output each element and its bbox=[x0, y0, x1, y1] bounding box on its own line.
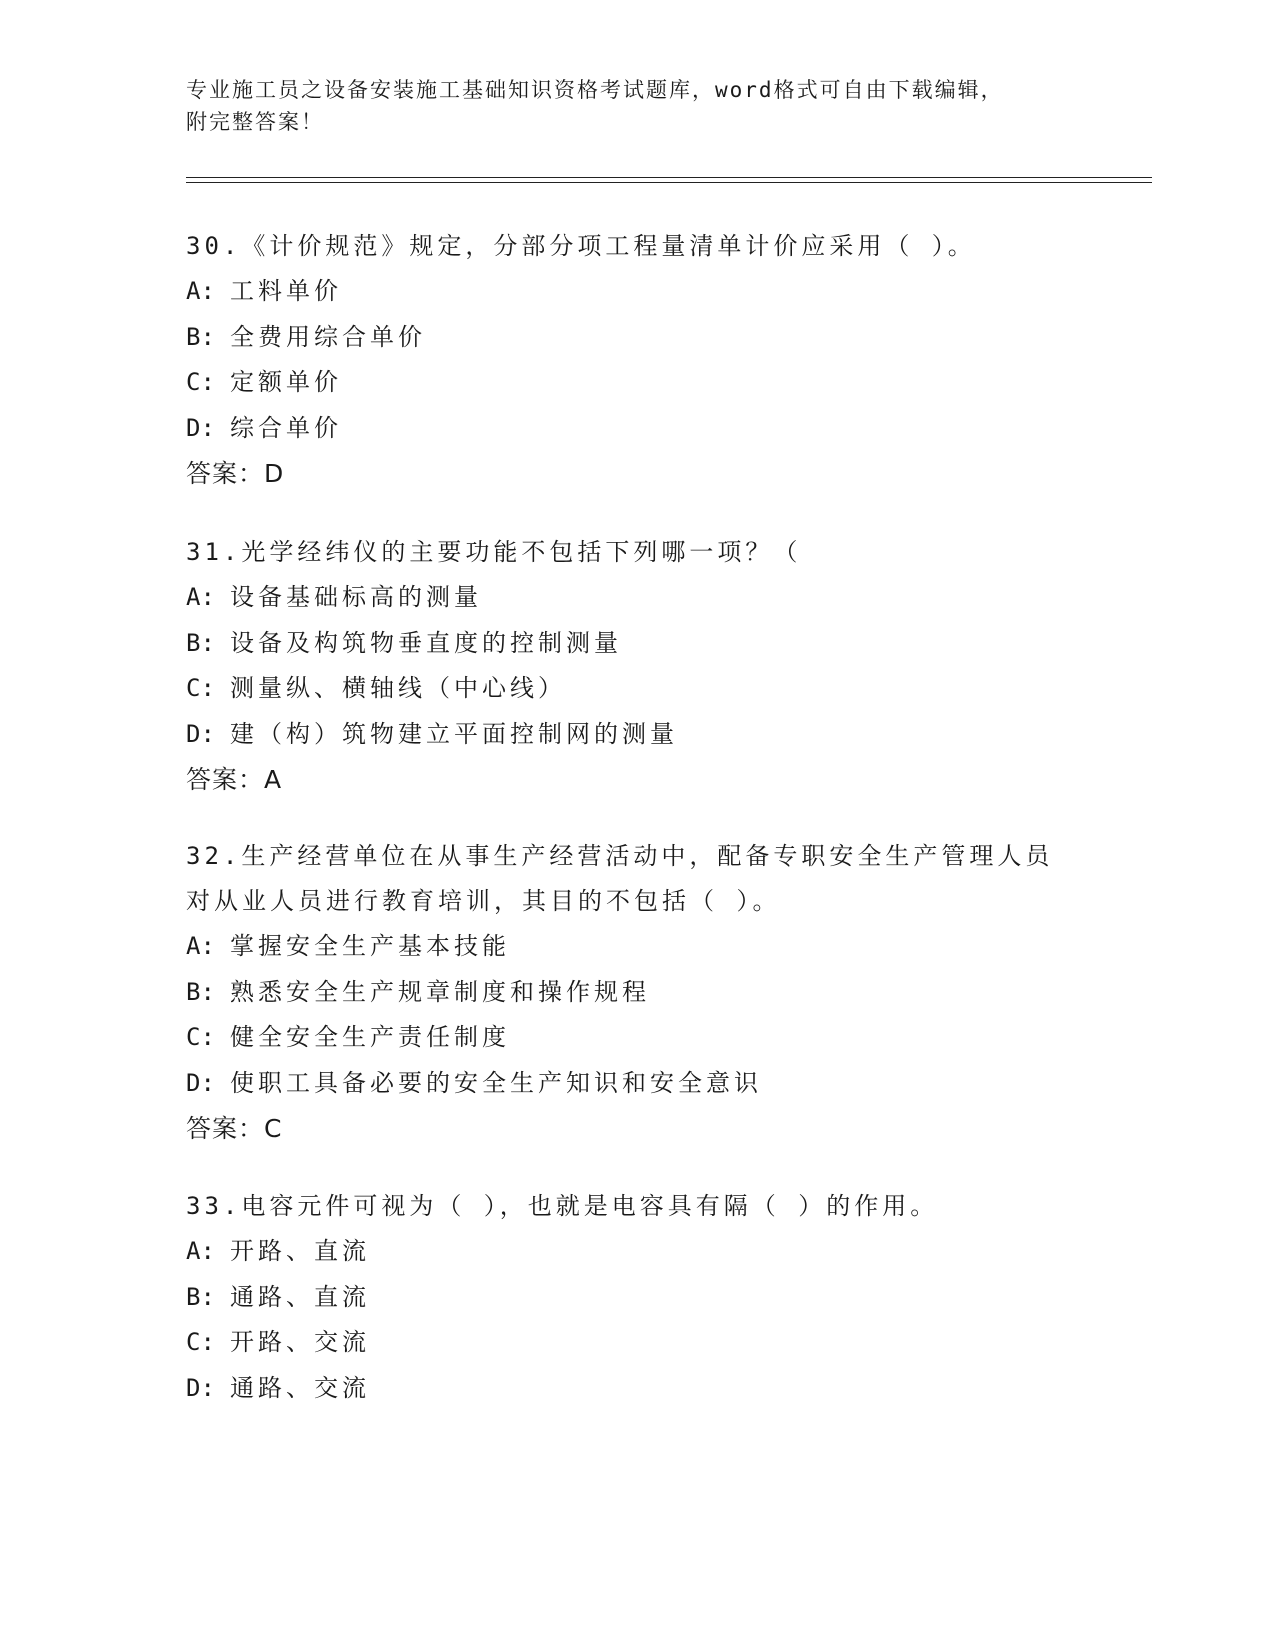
question-text: 33.电容元件可视为（ ），也就是电容具有隔（ ）的作用。 bbox=[186, 1192, 939, 1220]
option-key: B: bbox=[186, 322, 215, 351]
option-key: D: bbox=[186, 413, 215, 442]
option-a bbox=[186, 1229, 1086, 1275]
option-text: 设备基础标高的测量 bbox=[230, 583, 482, 611]
option-key: C: bbox=[186, 1023, 215, 1051]
header-divider-top bbox=[186, 177, 1152, 178]
option-text: 掌握安全生产基本技能 bbox=[230, 932, 510, 960]
option-text: 熟悉安全生产规章制度和操作规程 bbox=[230, 977, 650, 1006]
question-32 bbox=[186, 834, 1086, 1151]
option-b bbox=[186, 315, 1086, 361]
header-line-1: 专业施工员之设备安装施工基础知识资格考试题库，word格式可自由下载编辑， bbox=[186, 78, 1004, 102]
option-text: 开路、直流 bbox=[230, 1237, 370, 1265]
option-key: B: bbox=[186, 1282, 215, 1311]
option-d bbox=[186, 1061, 1086, 1107]
option-key: A: bbox=[186, 932, 215, 960]
answer-line: 答案：D bbox=[186, 459, 285, 488]
option-key: A: bbox=[186, 583, 215, 611]
option-d bbox=[186, 406, 1086, 452]
option-text: 开路、交流 bbox=[230, 1328, 370, 1356]
header-line-2: 附完整答案！ bbox=[186, 110, 324, 134]
option-text: 全费用综合单价 bbox=[230, 322, 426, 351]
option-b bbox=[186, 970, 1086, 1016]
option-d bbox=[186, 712, 1086, 758]
option-text: 工料单价 bbox=[230, 277, 342, 305]
option-c bbox=[186, 1320, 1086, 1366]
question-text-line-2: 对从业人员进行教育培训，其目的不包括（ ）。 bbox=[186, 887, 781, 915]
option-a bbox=[186, 924, 1086, 970]
question-text-line-1: 32.生产经营单位在从事生产经营活动中，配备专职安全生产管理人员 bbox=[186, 842, 1054, 870]
option-key: B: bbox=[186, 977, 215, 1006]
option-key: D: bbox=[186, 1373, 215, 1402]
option-d bbox=[186, 1366, 1086, 1412]
option-text: 建（构）筑物建立平面控制网的测量 bbox=[230, 719, 678, 748]
answer-line: 答案：A bbox=[186, 765, 283, 794]
option-text: 测量纵、横轴线（中心线） bbox=[230, 674, 566, 702]
option-c bbox=[186, 666, 1086, 712]
option-c bbox=[186, 1015, 1086, 1061]
option-key: A: bbox=[186, 1237, 215, 1265]
question-31 bbox=[186, 530, 1086, 802]
question-30 bbox=[186, 224, 1086, 496]
question-33 bbox=[186, 1184, 1086, 1411]
option-text: 健全安全生产责任制度 bbox=[230, 1023, 510, 1051]
option-key: C: bbox=[186, 674, 215, 702]
option-c bbox=[186, 360, 1086, 406]
option-text: 综合单价 bbox=[230, 413, 342, 442]
question-text: 30.《计价规范》规定，分部分项工程量清单计价应采用（ ）。 bbox=[186, 232, 976, 260]
option-key: D: bbox=[186, 719, 215, 748]
option-a bbox=[186, 575, 1086, 621]
document-header bbox=[186, 74, 1086, 138]
header-divider-bottom bbox=[186, 182, 1152, 183]
option-key: C: bbox=[186, 1328, 215, 1356]
option-key: B: bbox=[186, 628, 215, 657]
answer-line: 答案：C bbox=[186, 1114, 283, 1143]
option-key: A: bbox=[186, 277, 215, 305]
option-text: 使职工具备必要的安全生产知识和安全意识 bbox=[230, 1068, 762, 1097]
option-text: 通路、交流 bbox=[230, 1373, 370, 1402]
option-a bbox=[186, 269, 1086, 315]
question-text: 31.光学经纬仪的主要功能不包括下列哪一项？（ bbox=[186, 538, 802, 566]
option-key: C: bbox=[186, 368, 215, 396]
option-text: 设备及构筑物垂直度的控制测量 bbox=[230, 628, 622, 657]
option-key: D: bbox=[186, 1068, 215, 1097]
option-b bbox=[186, 1275, 1086, 1321]
option-text: 定额单价 bbox=[230, 368, 342, 396]
option-text: 通路、直流 bbox=[230, 1282, 370, 1311]
option-b bbox=[186, 621, 1086, 667]
